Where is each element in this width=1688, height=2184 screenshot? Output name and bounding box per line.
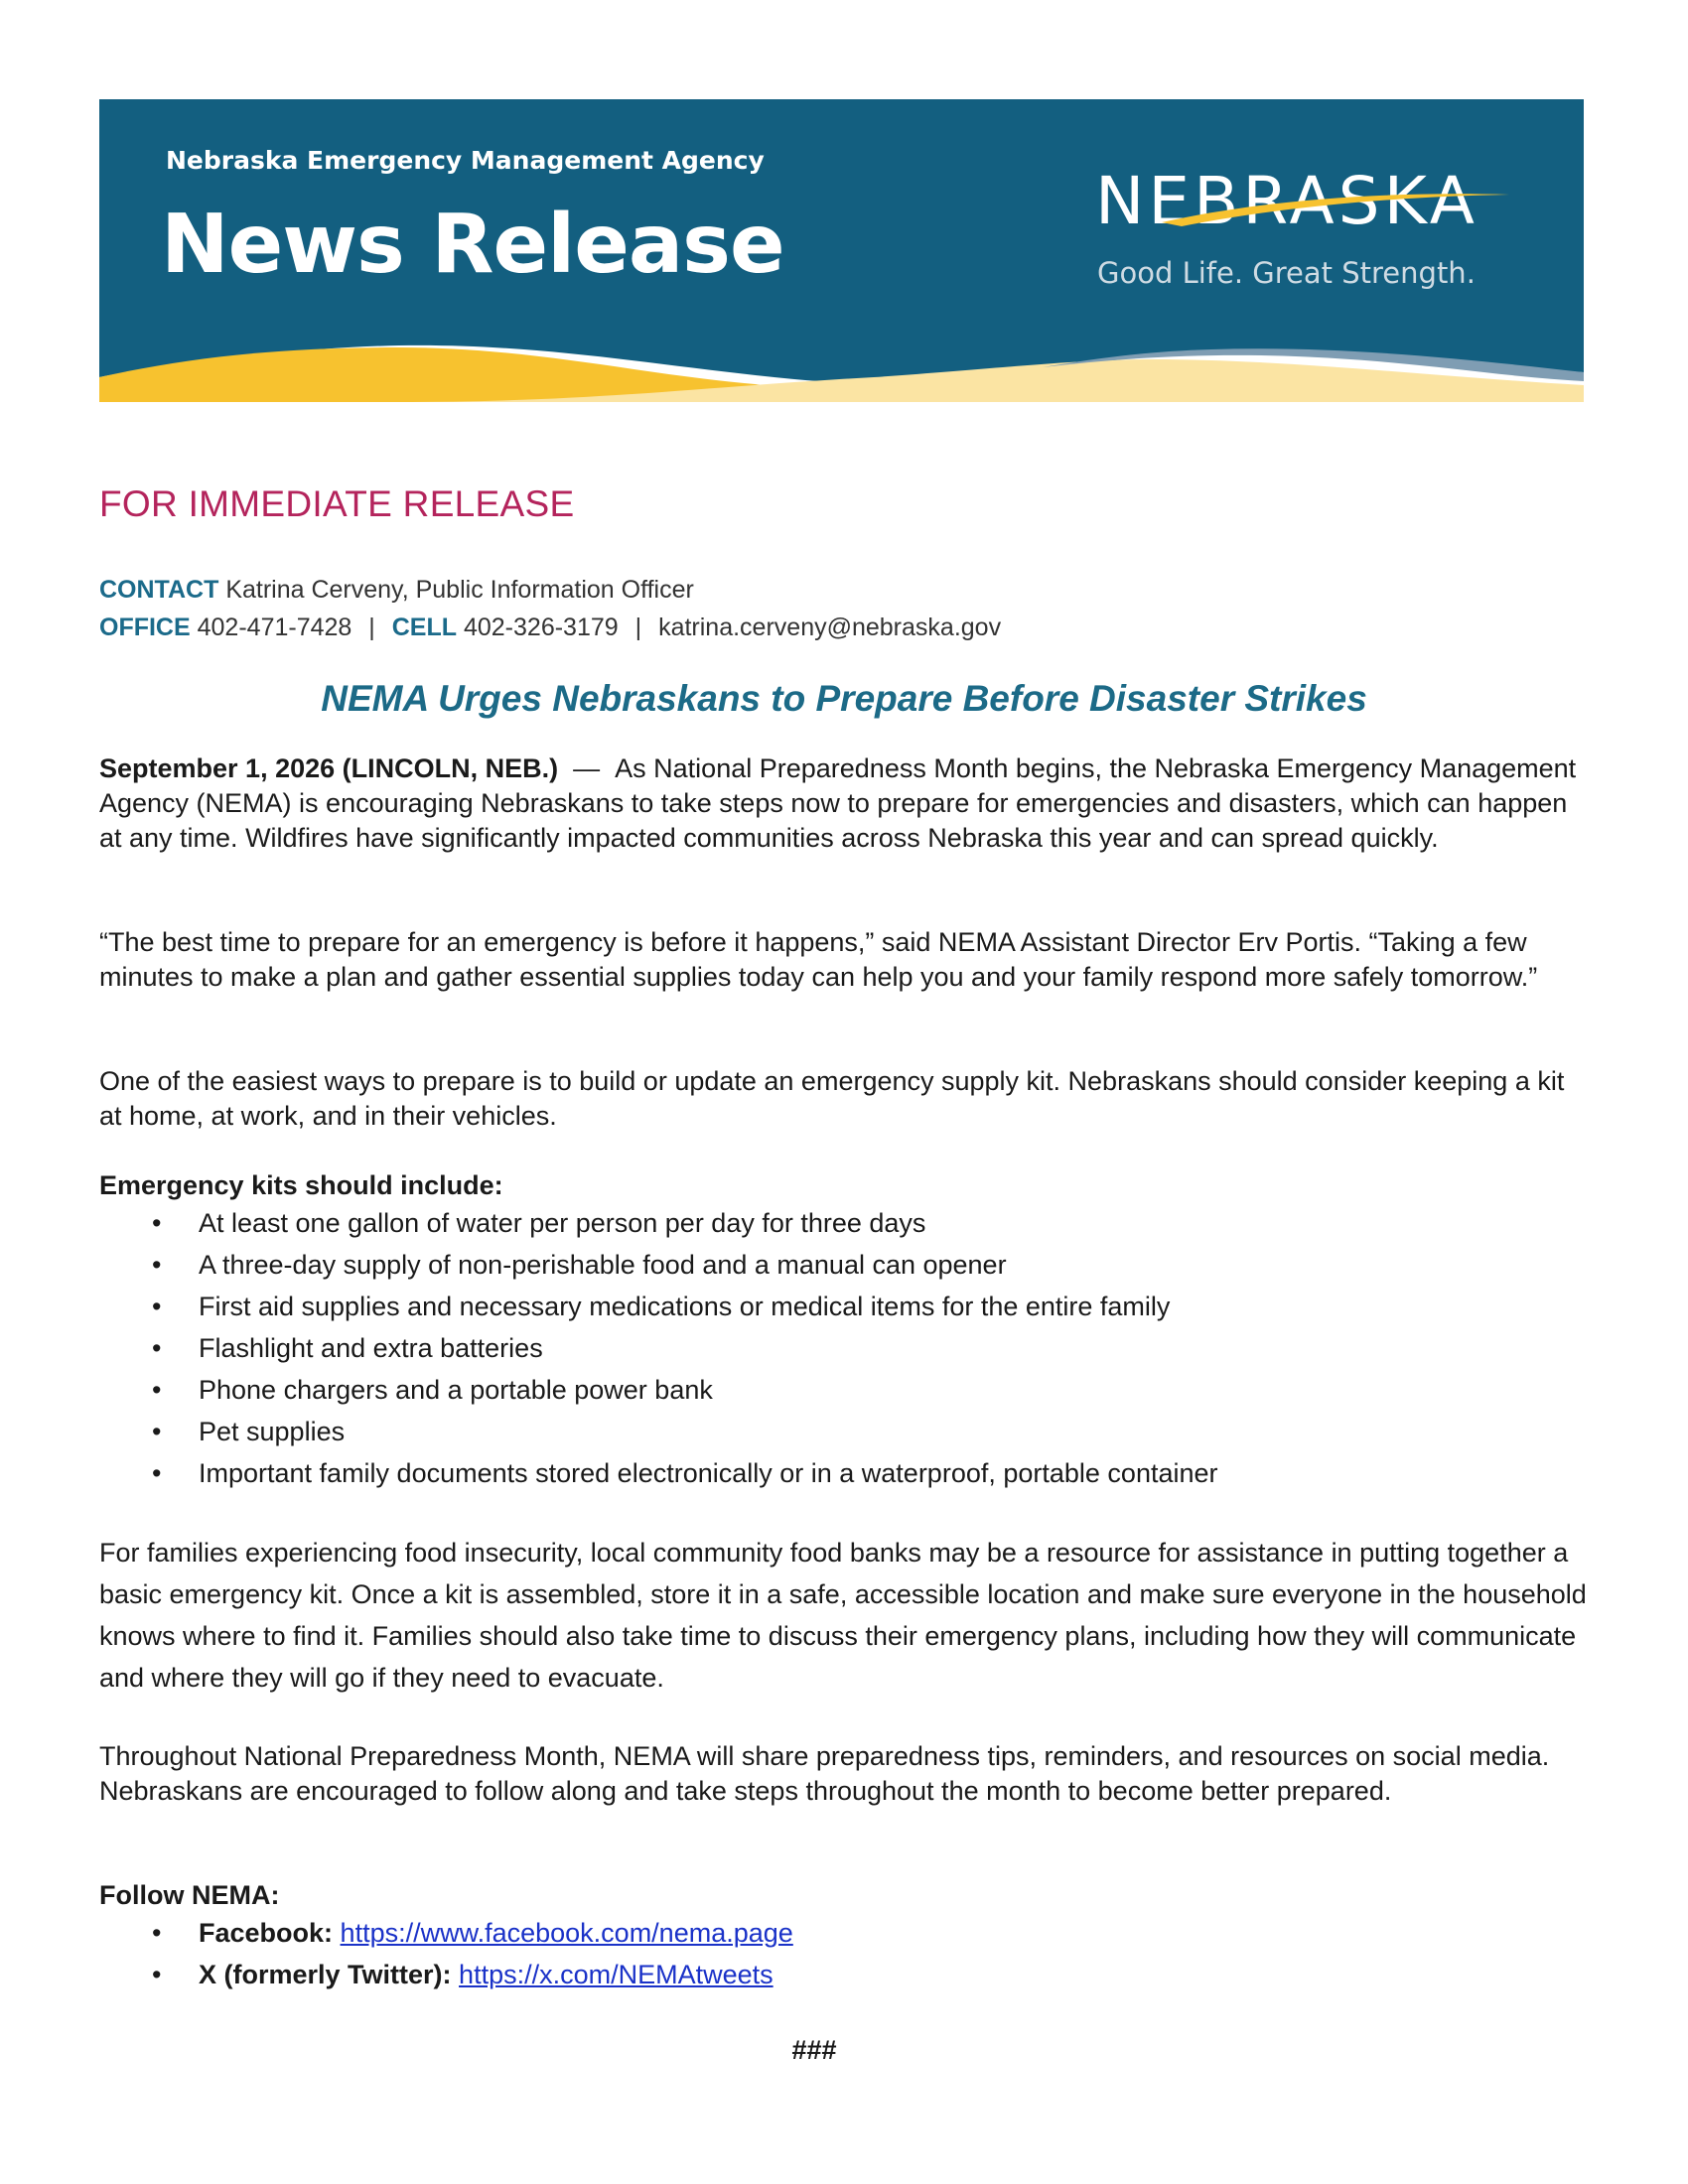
food-text: For families experiencing food insecurity, local community food banks may be a resource for assistance in putting together a basic emergency kit. Once a kit is assembled, store it in a safe, accessible location and make sure everyone in the household knows where to find it. Families should also take time to discuss their emergency plans, including how they will communicate and where they will go if they need to evacuate. [99,1538,1587,1693]
list-item [99,1954,793,1995]
kit-intro-paragraph [99,1064,1589,1134]
kit-intro-text: One of the easiest ways to prepare is to build or update an emergency supply kit. Nebraskans should consider keeping a kit at home, at work, and in their vehicles. [99,1066,1565,1131]
month-text: Throughout National Preparedness Month, NEMA will share preparedness tips, reminders, and resources on social media. Nebraskans are encouraged to follow along and take steps throughout the month to become better prepared. [99,1741,1550,1806]
list-item: • Pet supplies [99,1411,1218,1452]
bullet-icon: • [152,1960,162,1989]
quote-paragraph [99,925,1589,995]
facebook-link[interactable]: https://www.facebook.com/nema.page [340,1918,793,1948]
dateline: September 1, 2026 (LINCOLN, NEB.) [99,753,559,783]
list-item: • At least one gallon of water per person per day for three days [99,1202,1218,1244]
bullet-icon: • [152,1250,162,1280]
cell-label: CELL [391,614,458,641]
end-mark: ### [791,2035,837,2065]
food-paragraph [99,1532,1589,1699]
agency-name: Nebraska Emergency Management Agency [166,146,765,175]
facebook-label: Facebook: [199,1918,334,1948]
quote-text: “The best time to prepare for an emergency is before it happens,” said NEMA Assistant Director Erv Portis. “Taking a few minutes to make a plan and gather essential supplies today can help you and your family respond more safely tomorrow.” [99,927,1538,992]
list-item: • Important family documents stored electronically or in a waterproof, portable container [99,1452,1218,1494]
bullet-icon: • [152,1417,162,1446]
list-item: • A three-day supply of non-perishable food and a manual can opener [99,1244,1218,1286]
follow-heading: Follow NEMA: [99,1880,280,1910]
dateline-dash: — [573,753,601,783]
bullet-icon: • [152,1333,162,1363]
bullet-icon: • [152,1292,162,1321]
x-link[interactable]: https://x.com/NEMAtweets [459,1960,774,1989]
contact-label: CONTACT [99,576,219,604]
contact-email: katrina.cerveny@nebraska.gov [658,614,1002,641]
x-label: X (formerly Twitter): [199,1960,452,1989]
separator: | [368,614,375,641]
nebraska-logo-swoosh [1092,183,1519,232]
headline: NEMA Urges Nebraskans to Prepare Before Disaster Strikes [321,678,1367,719]
header-banner [99,99,1584,402]
bullet-icon: • [152,1458,162,1488]
phone-line [99,609,1001,646]
list-item: • Phone chargers and a portable power bank [99,1369,1218,1411]
bullet-icon: • [152,1375,162,1405]
follow-list [99,1912,793,1995]
banner-title: News Release [161,198,784,292]
kit-list [99,1202,1218,1494]
contact-block [99,571,1001,646]
release-label: FOR IMMEDIATE RELEASE [99,483,575,524]
kit-heading: Emergency kits should include: [99,1170,503,1200]
office-label: OFFICE [99,614,191,641]
list-item: • First aid supplies and necessary medications or medical items for the entire family [99,1286,1218,1327]
separator: | [634,614,642,641]
nebraska-logo-word: NEBRASKA [1095,163,1478,239]
month-paragraph [99,1739,1589,1809]
intro-text: As National Preparedness Month begins, the Nebraska Emergency Management Agency (NEMA) is encouraging Nebraskans to take steps now to prepare for emergencies and disasters, which can happen at any time. Wildfires have significantly impacted communities across Nebraska this year and can spread quickly. [99,753,1577,853]
list-item [99,1912,793,1954]
bullet-icon: • [152,1208,162,1238]
cell-phone: 402-326-3179 [463,614,619,641]
list-item: • Flashlight and extra batteries [99,1327,1218,1369]
contact-value: Katrina Cerveny, Public Information Officer [225,576,694,604]
bullet-icon: • [152,1918,162,1948]
office-phone: 402-471-7428 [197,614,352,641]
contact-line [99,571,1001,609]
intro-paragraph [99,751,1589,856]
nebraska-logo-tagline: Good Life. Great Strength. [1097,256,1476,290]
